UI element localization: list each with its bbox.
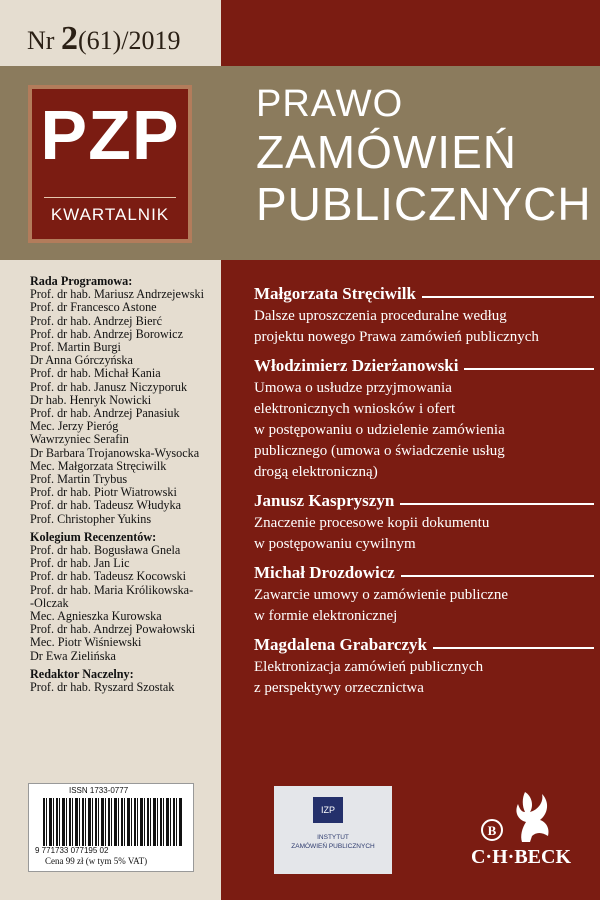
article-title-line: publicznego (umowa o świadczenie usług xyxy=(254,443,505,459)
issn-text: ISSN 1733-0777 xyxy=(69,786,129,795)
reviewer: Prof. dr hab. Jan Lic xyxy=(30,556,130,571)
article-title-line: Elektronizacja zamówień publicznych xyxy=(254,659,484,675)
reviewer: Prof. dr hab. Maria Królikowska- xyxy=(30,582,194,597)
issue-number xyxy=(0,0,221,66)
price-text: Cena 99 zł (w tym 5% VAT) xyxy=(45,856,148,866)
author-rule xyxy=(433,647,594,649)
logo-divider xyxy=(44,197,176,198)
article-title xyxy=(254,513,594,555)
program-member: Prof. dr hab. Andrzej Bierć xyxy=(30,313,162,328)
article-author: Małgorzata Stręciwilk xyxy=(254,284,416,303)
article-title xyxy=(254,657,594,699)
barcode-icon xyxy=(43,798,183,846)
article-entry xyxy=(254,490,594,555)
reviewer: Mec. Piotr Wiśniewski xyxy=(30,635,142,650)
program-member: Prof. dr hab. Michał Kania xyxy=(30,366,161,381)
program-member: Prof. dr hab. Tadeusz Włudyka xyxy=(30,498,182,513)
editorial-board xyxy=(30,275,204,694)
program-member: Prof. dr hab. Piotr Wiatrowski xyxy=(30,485,177,500)
article-title-line: w formie elektronicznej xyxy=(254,608,398,624)
izp-line: INSTYTUT xyxy=(317,834,349,841)
issue-num: 2 xyxy=(60,20,78,57)
title-line-1: PRAWO xyxy=(256,83,404,125)
program-member: Prof. Christopher Yukins xyxy=(30,511,152,526)
program-member: Prof. dr hab. Mariusz Andrzejewski xyxy=(30,287,204,302)
article-author: Magdalena Grabarczyk xyxy=(254,635,427,654)
article-author: Włodzimierz Dzierżanowski xyxy=(254,356,459,375)
article-title-line: Dalsze uproszczenia proceduralne według xyxy=(254,308,507,324)
article-title-line: w postępowaniu cywilnym xyxy=(254,536,416,552)
article-entry xyxy=(254,283,594,348)
izp-line: ZAMÓWIEŃ PUBLICZNYCH xyxy=(291,843,375,850)
reviewer: Prof. dr hab. Tadeusz Kocowski xyxy=(30,569,186,584)
program-member: Prof. Martin Trybus xyxy=(30,472,128,487)
article-entry xyxy=(254,355,594,483)
article-title-line: w postępowaniu o udzielenie zamówienia xyxy=(254,422,505,438)
author-rule xyxy=(464,368,594,370)
editor-name: Prof. dr hab. Ryszard Szostak xyxy=(30,680,175,695)
program-member: Prof. dr hab. Janusz Niczyporuk xyxy=(30,379,188,394)
reviewer: Dr Ewa Zielińska xyxy=(30,648,116,663)
program-member: Prof. dr hab. Andrzej Borowicz xyxy=(30,326,183,341)
editor-heading: Redaktor Naczelny: xyxy=(30,666,134,681)
article-entry xyxy=(254,634,594,699)
reviewer: -Olczak xyxy=(30,595,69,610)
article-title-line: elektronicznych wniosków i ofert xyxy=(254,401,456,417)
logo-subtitle: KWARTALNIK xyxy=(50,205,170,224)
program-member: Prof. dr hab. Andrzej Panasiuk xyxy=(30,406,180,421)
program-member: Dr Anna Górczyńska xyxy=(30,353,133,368)
izp-name xyxy=(274,833,392,851)
title-line-3: PUBLICZNYCH xyxy=(256,178,592,230)
program-member: Mec. Jerzy Pieróg xyxy=(30,419,119,434)
article-title-line: drogą elektroniczną) xyxy=(254,464,378,480)
logo-text: PZP xyxy=(40,96,180,174)
journal-title xyxy=(256,83,592,230)
title-line-2: ZAMÓWIEŃ xyxy=(256,126,517,178)
issue-prefix: Nr xyxy=(27,26,55,55)
issue-suffix: (61)/2019 xyxy=(77,26,181,55)
article-title xyxy=(254,585,594,627)
contents-list xyxy=(254,283,594,706)
publisher-name: C·H·BECK xyxy=(470,846,572,868)
article-title-line: projektu nowego Prawa zamówień publicznych xyxy=(254,329,539,345)
barcode-number: 9 771733 077195 02 xyxy=(35,846,109,855)
izp-logo xyxy=(274,786,392,874)
article-entry xyxy=(254,562,594,627)
reviewer: Mec. Agnieszka Kurowska xyxy=(30,609,162,624)
program-member: Wawrzyniec Serafin xyxy=(30,432,129,447)
program-member: Dr hab. Henryk Nowicki xyxy=(30,392,152,407)
article-title-line: Zawarcie umowy o zamówienie publiczne xyxy=(254,587,509,603)
article-title-line: Umowa o usłudze przyjmowania xyxy=(254,380,452,396)
program-member: Prof. dr Francesco Astone xyxy=(30,300,157,315)
article-title xyxy=(254,378,594,483)
program-member: Dr Barbara Trojanowska-Wysocka xyxy=(30,445,200,460)
program-member: Prof. Martin Burgi xyxy=(30,340,121,355)
program-board-heading: Rada Programowa: xyxy=(30,274,133,288)
author-rule xyxy=(401,575,594,577)
right-top-panel xyxy=(221,0,600,66)
beck-mark: B xyxy=(487,823,497,838)
izp-mark-icon: IZP xyxy=(313,797,343,823)
author-rule xyxy=(422,296,594,298)
program-member: Mec. Małgorzata Stręciwilk xyxy=(30,458,167,473)
pzp-logo xyxy=(28,85,192,243)
barcode-box xyxy=(28,783,194,872)
reviewers-heading: Kolegium Recenzentów: xyxy=(30,529,157,544)
article-title xyxy=(254,306,594,348)
reviewer: Prof. dr hab. Bogusława Gnela xyxy=(30,543,181,558)
article-title-line: Znaczenie procesowe kopii dokumentu xyxy=(254,515,490,531)
article-author: Michał Drozdowicz xyxy=(254,563,395,582)
article-title-line: z perspektywy orzecznictwa xyxy=(254,680,424,696)
author-rule xyxy=(400,503,594,505)
reviewer: Prof. dr hab. Andrzej Powałowski xyxy=(30,622,196,637)
article-author: Janusz Kaspryszyn xyxy=(254,491,395,510)
